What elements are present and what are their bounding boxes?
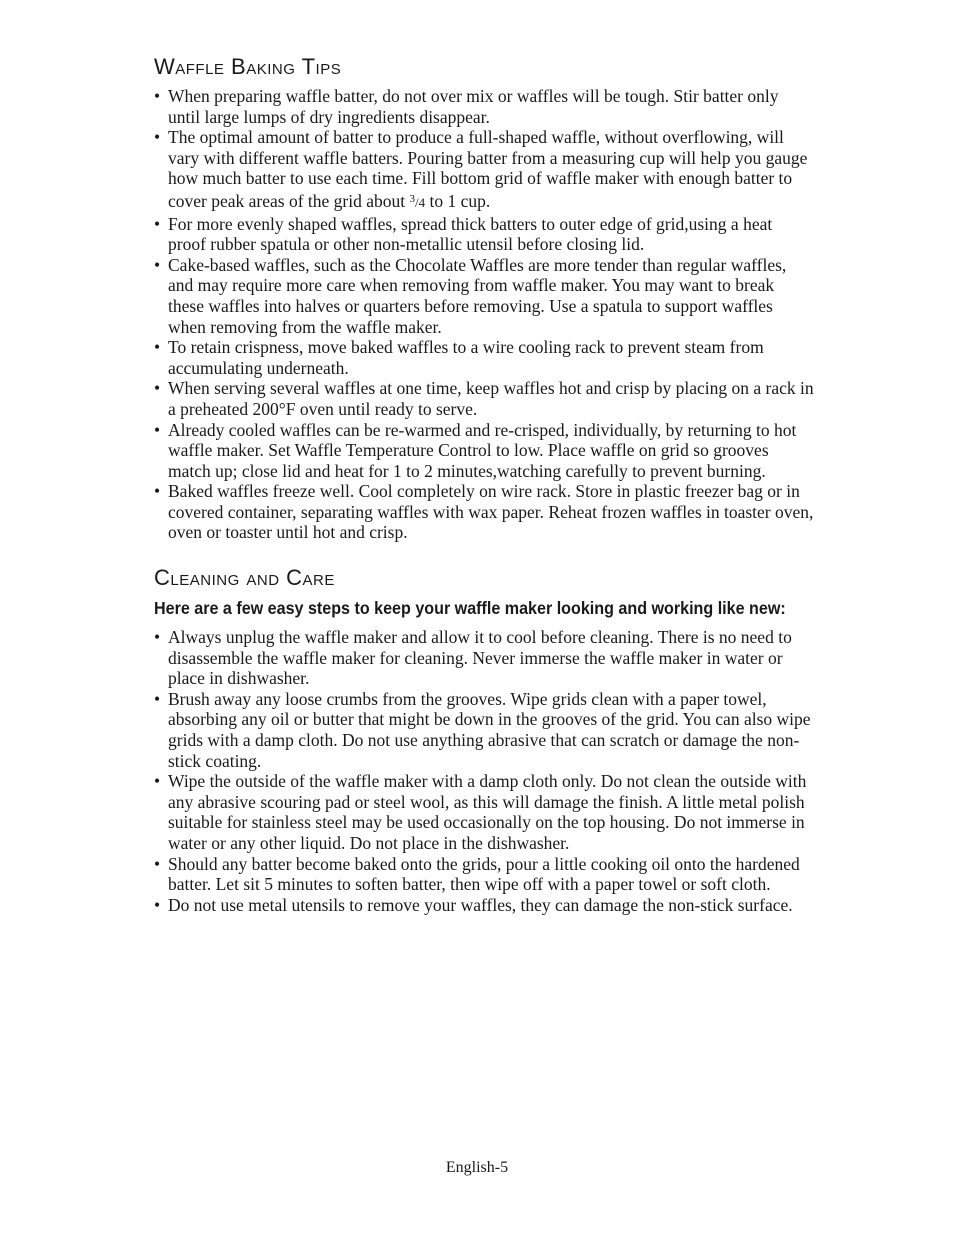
fraction: $^3$/4 xyxy=(409,192,426,210)
list-item: • To retain crispness, move baked waffles to a wire cooling rack to prevent steam from accumulating underneath. xyxy=(154,337,764,378)
list-item: • Do not use metal utensils to remove your waffles, they can damage the non-stick surface. xyxy=(154,894,793,915)
waffle-tips-title: Waffle Baking Tips xyxy=(154,54,342,79)
bullet-icon: • xyxy=(154,86,161,106)
list-item: • Wipe the outside of the waffle maker with a damp cloth only. Do not clean the outside with any abrasive scouring pad or steel wool, as this will damage the finish. A little metal polish suitable for stainless steel may be used occasionally on the top housing. Do not immerse in water or any other liquid. Do not place in the dishwasher. xyxy=(154,771,807,853)
list-item: • Cake-based waffles, such as the Chocolate Waffles are more tender than regular waffles, and may require more care when removing from waffle maker. You may want to break these waffles into halves or quarters before removing. Use a spatula to support waffles when removing from the waffle maker. xyxy=(154,254,787,337)
bullet-icon: • xyxy=(154,337,161,358)
bullet-icon: • xyxy=(154,688,161,709)
cleaning-list xyxy=(154,627,814,915)
list-item: • For more evenly shaped waffles, spread thick batters to outer edge of grid,using a heat proof rubber spatula or other non-metallic utensil before closing lid. xyxy=(154,213,773,255)
list-item: • The optimal amount of batter to produce a full-shaped waffle, without overflowing, will vary with different waffle batters. Pouring batter from a measuring cup will help you gauge how much batter to use each time. Fill bottom grid of waffle maker with enough batter to cover peak areas of the grid about $^3$/4 to 1 cup. xyxy=(154,127,808,211)
list-item: • Always unplug the waffle maker and allow it to cool before cleaning. There is no need to disassemble the waffle maker for cleaning. Never immerse the waffle maker in water or place in dishwasher. xyxy=(154,627,792,689)
bullet-icon: • xyxy=(154,213,161,234)
cleaning-title: Cleaning and Care xyxy=(154,565,335,591)
bullet-icon: • xyxy=(154,254,161,275)
list-item: • Baked waffles freeze well. Cool completely on wire rack. Store in plastic freezer bag or in covered container, separating waffles with wax paper. Reheat frozen waffles in toaster oven, oven or toaster until hot and crisp. xyxy=(154,481,814,543)
bullet-icon: • xyxy=(154,419,161,440)
bullet-icon: • xyxy=(154,771,161,792)
bullet-icon: • xyxy=(154,627,161,648)
cleaning-subheading: Here are a few easy steps to keep your waffle maker looking and working like new: xyxy=(154,598,786,619)
bullet-icon: • xyxy=(154,378,161,399)
bullet-icon: • xyxy=(154,853,161,874)
bullet-icon: • xyxy=(154,894,161,915)
list-item: • Already cooled waffles can be re-warmed and re-crisped, individually, by returning to hot waffle maker. Set Waffle Temperature Control to low. Place waffle on grid so grooves match up; close lid and heat for 1 to 2 minutes,watching carefully to prevent burning. xyxy=(154,419,797,481)
page-content xyxy=(154,54,814,915)
list-item: • Brush away any loose crumbs from the grooves. Wipe grids clean with a paper towel, absorbing any oil or butter that might be down in the grooves of the grid. You can also wipe grids with a damp cloth. Do not use anything abrasive that can scratch or damage the non-stick coating. xyxy=(154,688,811,771)
waffle-tips-list xyxy=(154,86,814,543)
bullet-icon: • xyxy=(154,481,161,502)
bullet-icon: • xyxy=(154,127,161,148)
page-number: English-5 xyxy=(445,1159,509,1176)
list-item: • Should any batter become baked onto the grids, pour a little cooking oil onto the hardened batter. Let sit 5 minutes to soften batter, then wipe off with a paper towel or soft cloth. xyxy=(154,853,800,895)
list-item: • When preparing waffle batter, do not over mix or waffles will be tough. Stir batter only until large lumps of dry ingredients disappear. xyxy=(154,86,779,127)
list-item: • When serving several waffles at one time, keep waffles hot and crisp by placing on a rack in a preheated 200°F oven until ready to serve. xyxy=(154,378,814,419)
